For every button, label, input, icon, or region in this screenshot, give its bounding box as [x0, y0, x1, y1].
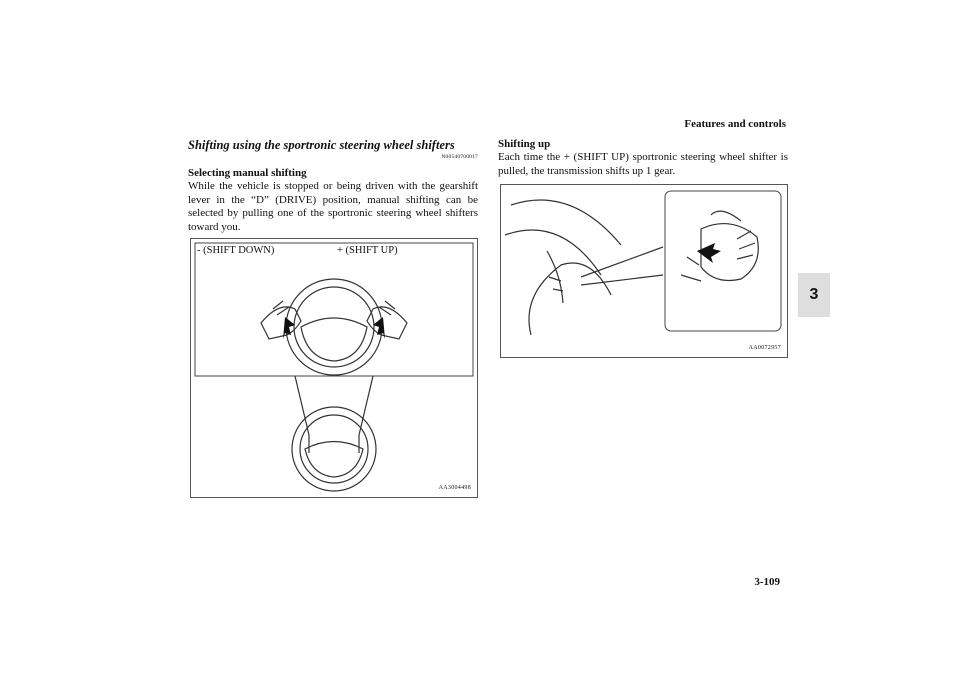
subhead-selecting-manual: Selecting manual shifting: [188, 167, 307, 179]
shift-up-illustration: [501, 185, 787, 357]
running-header: Features and controls: [684, 118, 786, 130]
figure-shifting-up: [500, 184, 788, 358]
steering-wheel-illustration: [191, 239, 477, 497]
section-code: N00540700017: [441, 154, 478, 160]
figure-code: AA0072957: [748, 345, 781, 351]
paragraph-shifting-up: Each time the + (SHIFT UP) sportronic steering wheel shifter is pulled, the transmission shifts up 1 gear.: [498, 151, 788, 177]
paragraph-selecting-manual: While the vehicle is stopped or being driven with the gearshift lever in the “D” (DRIVE) position, manual shifting can be selected by pulling one of the sportronic steering wheel shifters toward you.: [188, 180, 478, 233]
right-column: [498, 138, 788, 178]
label-shift-up: + (SHIFT UP): [337, 245, 398, 256]
section-title: Shifting using the sportronic steering wheel shifters: [188, 138, 455, 152]
figure-code: AA3004498: [438, 485, 471, 491]
left-column: [188, 138, 478, 234]
figure-shifter-overview: [190, 238, 478, 498]
subhead-shifting-up: Shifting up: [498, 138, 551, 150]
label-shift-down: - (SHIFT DOWN): [197, 245, 275, 256]
chapter-tab: 3: [798, 273, 830, 317]
page-number: 3-109: [754, 576, 780, 588]
